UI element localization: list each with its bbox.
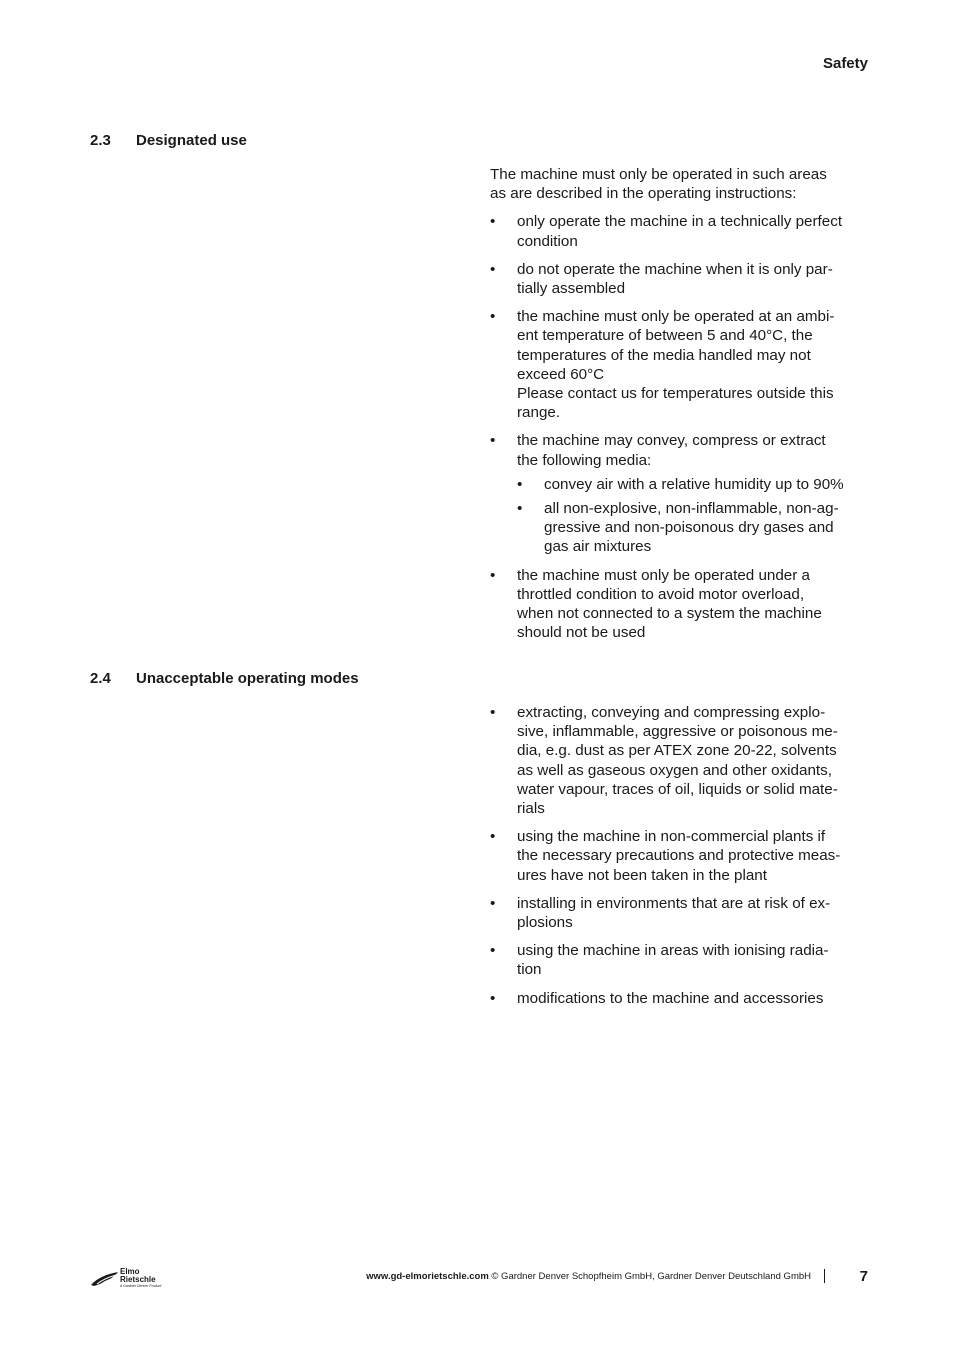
sublist-item: • all non-explosive, non-inflammable, non-ag- gressive and non-poisonous dry gases and gas air mixtures — [517, 500, 839, 556]
footer-copyright-text: © Gardner Denver Schopfheim GmbH, Gardner Denver Deutschland GmbH — [488, 1271, 811, 1282]
footer-copyright — [366, 1271, 811, 1282]
section-number: 2.3 — [90, 132, 111, 149]
designated-use-content — [490, 165, 868, 651]
list-item: • modifications to the machine and accessories — [490, 989, 824, 1007]
list-item: • the machine must only be operated under a throttled condition to avoid motor overload, when not connected to a system the machine should not be used — [490, 566, 822, 642]
unacceptable-modes-list — [490, 703, 868, 1008]
footer-divider — [824, 1269, 825, 1283]
company-logo — [90, 1268, 166, 1290]
list-item: • the machine may convey, compress or extract the following media: • convey air with a relative humidity up to 90% • all non-explosive, non-inflammable, non-ag- gressive and non-poisonous dry gases and gas air mixtures — [490, 431, 868, 556]
section-heading-designated-use — [90, 132, 247, 149]
section-title: Unacceptable operating modes — [136, 670, 359, 687]
logo-swoosh-icon — [90, 1269, 120, 1289]
section-title: Designated use — [136, 132, 247, 149]
list-item: • extracting, conveying and compressing explo- sive, inflammable, aggressive or poisonous me- dia, e.g. dust as per ATEX zone 20-22, solvents as well as gaseous oxygen and other oxidants, water vapour, traces of oil, liquids or solid mate- rials — [490, 704, 838, 818]
section-number: 2.4 — [90, 670, 111, 687]
unacceptable-modes-content — [490, 703, 868, 1017]
list-item: • the machine must only be operated at an ambi- ent temperature of between 5 and 40°C, the temperatures of the media handled may not exceed 60°C Please contact us for temperatures outside this range. — [490, 308, 835, 422]
logo-tagline: A Gardner Denver Product — [120, 1284, 162, 1288]
header-section-title: Safety — [822, 55, 868, 72]
intro-paragraph: The machine must only be operated in such areas as are described in the operating instructions: — [490, 166, 827, 203]
list-item: • only operate the machine in a technically perfect condition — [490, 213, 843, 250]
list-item: • do not operate the machine when it is only par- tially assembled — [490, 260, 833, 298]
section-heading-unacceptable-modes — [90, 670, 359, 687]
list-item: • installing in environments that are at risk of ex- plosions — [490, 894, 831, 932]
footer-url[interactable]: www.gd-elmorietschle.com — [366, 1271, 489, 1282]
designated-use-list — [490, 212, 868, 642]
page-number: 7 — [859, 1268, 868, 1285]
list-item: • using the machine in non-commercial plants if the necessary precautions and protective meas- ures have not been taken in the plant — [490, 828, 841, 884]
list-item: • using the machine in areas with ionising radia- tion — [490, 942, 829, 979]
sublist-item: • convey air with a relative humidity up to 90% — [517, 475, 844, 493]
logo-wordmark: Elmo Rietschle — [120, 1267, 156, 1284]
media-sublist — [517, 475, 868, 557]
